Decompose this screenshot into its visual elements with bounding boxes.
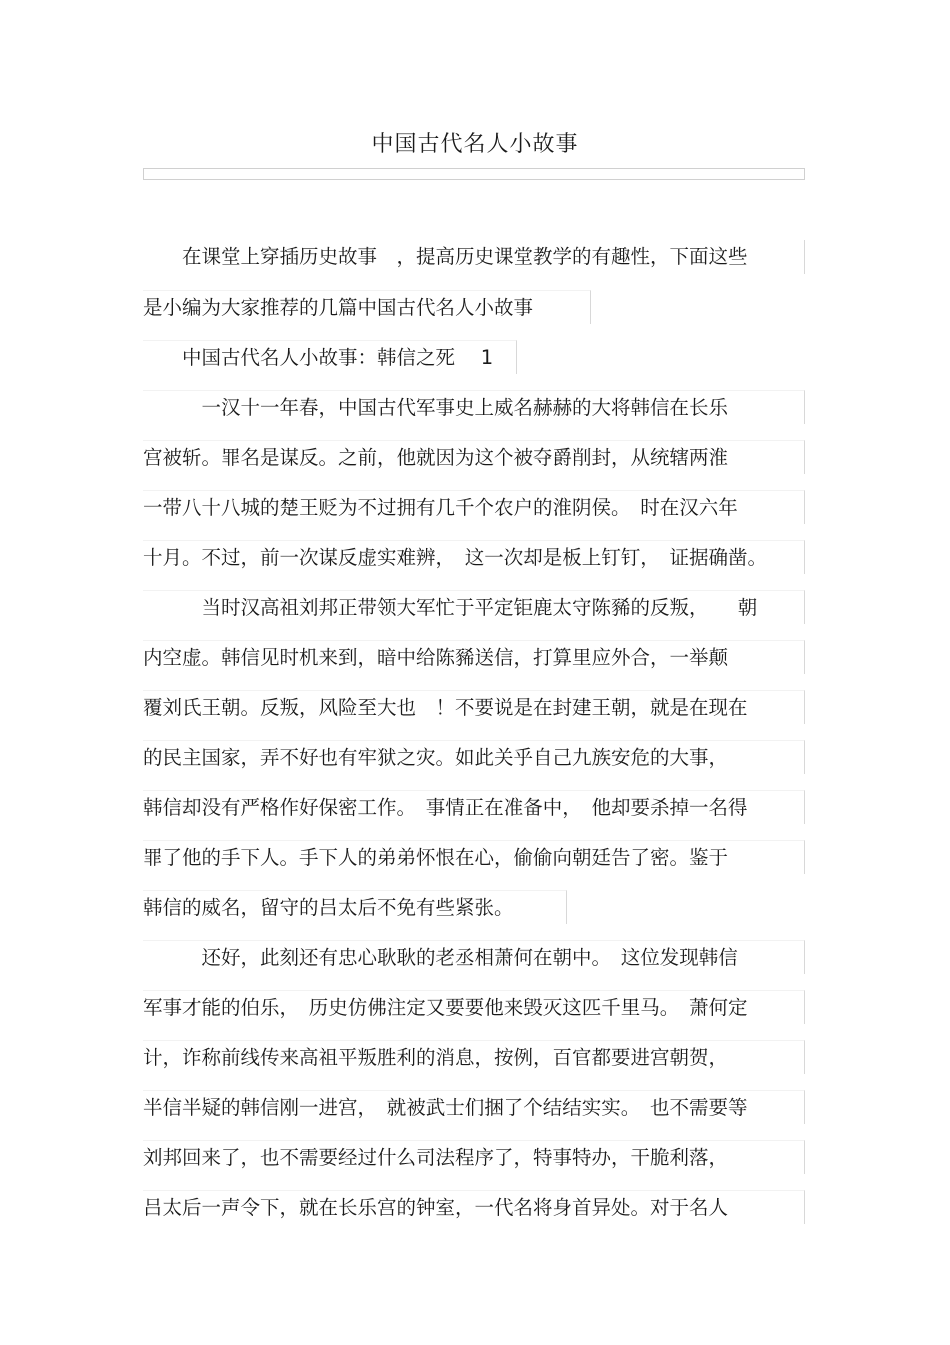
text-line: 军事才能的伯乐， 历史仿佛注定又要要他来毁灭这匹千里马。 萧何定: [143, 990, 805, 1024]
text-line: 覆刘氏王朝。反叛，风险至大也 ！不要说是在封建王朝，就是在现在: [143, 690, 805, 724]
text-line: 韩信的威名，留守的吕太后不免有些紧张。: [143, 890, 567, 924]
text-line: 在课堂上穿插历史故事 ，提高历史课堂教学的有趣性，下面这些: [143, 240, 805, 274]
text-line: 韩信却没有严格作好保密工作。 事情正在准备中， 他却要杀掉一名得: [143, 790, 805, 824]
text-line: 宫被斩。罪名是谋反。之前，他就因为这个被夺爵削封，从统辖两淮: [143, 440, 805, 474]
text-line: 内空虚。韩信见时机来到，暗中给陈豨送信，打算里应外合，一举颠: [143, 640, 805, 674]
text-line: 还好，此刻还有忠心耿耿的老丞相萧何在朝中。 这位发现韩信: [143, 940, 805, 974]
text-line: 吕太后一声令下，就在长乐宫的钟室，一代名将身首异处。对于名人: [143, 1190, 805, 1224]
text-line: 中国古代名人小故事：韩信之死 1: [143, 340, 517, 374]
text-line: 一带八十八城的楚王贬为不过拥有几千个农户的淮阴侯。 时在汉六年: [143, 490, 805, 524]
text-line: 十月。不过，前一次谋反虚实难辨， 这一次却是板上钉钉， 证据确凿。: [143, 540, 805, 574]
title-divider: [143, 168, 805, 180]
text-line: 刘邦回来了，也不需要经过什么司法程序了，特事特办，干脆利落，: [143, 1140, 805, 1174]
text-line: 是小编为大家推荐的几篇中国古代名人小故事: [143, 290, 591, 324]
document-title: 中国古代名人小故事: [371, 132, 579, 157]
text-line: 当时汉高祖刘邦正带领大军忙于平定钜鹿太守陈豨的反叛， 朝: [143, 590, 805, 624]
text-line: 半信半疑的韩信刚一进宫， 就被武士们捆了个结结实实。 也不需要等: [143, 1090, 805, 1124]
text-line: 计，诈称前线传来高祖平叛胜利的消息，按例，百官都要进宫朝贺，: [143, 1040, 805, 1074]
text-line: 的民主国家，弄不好也有牢狱之灾。如此关乎自己九族安危的大事，: [143, 740, 805, 774]
text-line: 罪了他的手下人。手下人的弟弟怀恨在心，偷偷向朝廷告了密。鉴于: [143, 840, 805, 874]
text-line: 一汉十一年春，中国古代军事史上威名赫赫的大将韩信在长乐: [143, 390, 805, 424]
